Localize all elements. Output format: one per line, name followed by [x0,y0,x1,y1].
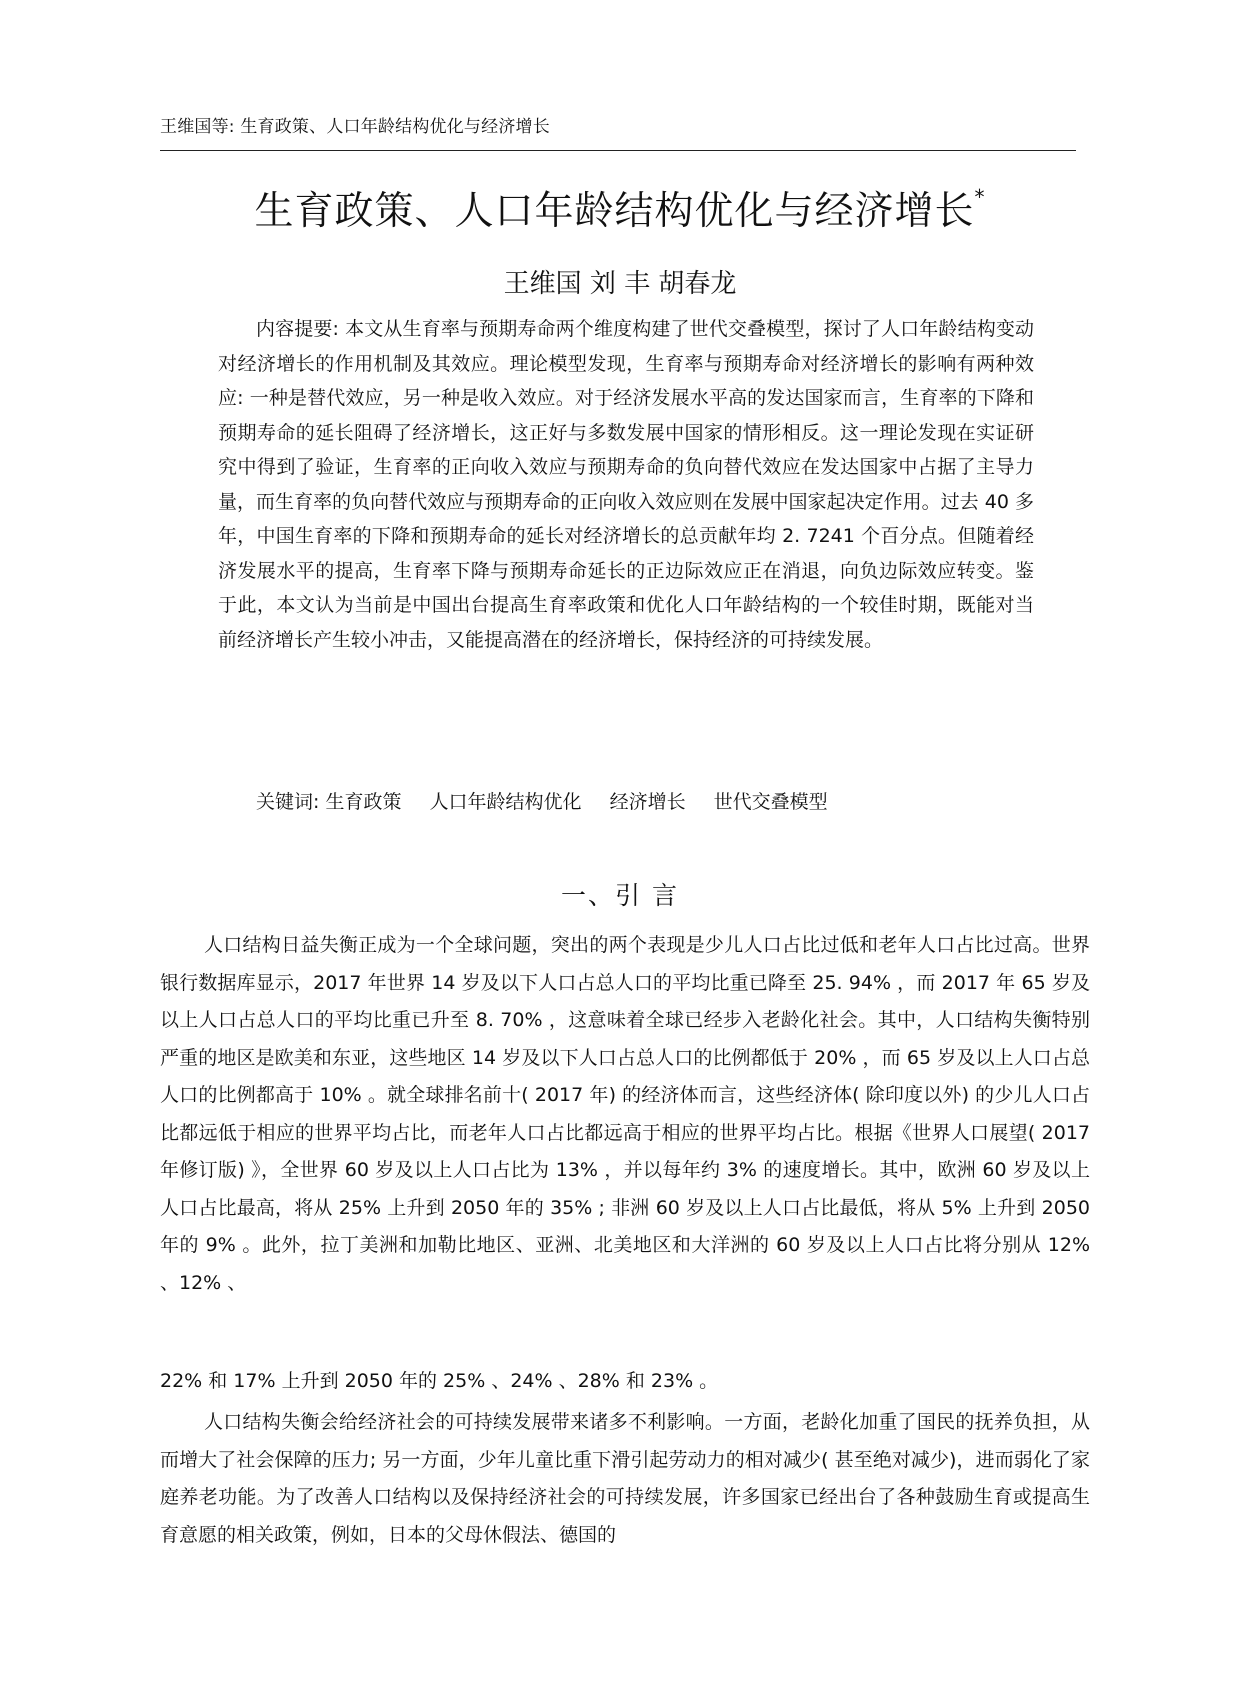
article-authors: 王维国 刘 丰 胡春龙 [503,269,737,299]
article-title [0,180,1240,236]
keyword-item: 世代交叠模型 [713,791,828,813]
keywords [256,786,850,818]
section-heading: 一、引 言 [561,881,679,910]
header-divider [160,150,1076,151]
keyword-item: 生育政策 [325,791,402,813]
article-title-text: 生育政策、人口年龄结构优化与经济增长 [254,189,975,234]
body-paragraph-continuation: 22% 和 17% 上升到 2050 年的 25% 、24% 、28% 和 23% 。 [160,1370,719,1392]
running-head: 王维国等: 生育政策、人口年龄结构优化与经济增长 [160,117,550,137]
keyword-item: 人口年龄结构优化 [429,791,582,813]
keywords-label: 关键词: [256,791,320,813]
abstract: 内容提要: 本文从生育率与预期寿命两个维度构建了世代交叠模型，探讨了人口年龄结构变动对经济增长的作用机制及其效应。理论模型发现，生育率与预期寿命对经济增长的影响有两种效应: 一种是替代效应，另一种是收入效应。对于经济发展水平高的发达国家而言，生育率的下降和预期寿命的延长阻碍了经济增长，这正好与多数发展中国家的情形相反。这一理论发现在实证研究中得到了验证，生育率的正向收入效应与预期寿命的负向替代效应在发达国家中占据了主导力量，而生育率的负向替代效应与预期寿命的正向收入效应则在发展中国家起决定作用。过去 40 多年，中国生育率的下降和预期寿命的延长对经济增长的总贡献年均 2. 7241 个百分点。但随着经济发展水平的提高，生育率下降与预期寿命延长的正边际效应正在消退，向负边际效应转变。鉴于此，本文认为当前是中国出台提高生育率政策和优化人口年龄结构的一个较佳时期，既能对当前经济增长产生较小冲击，又能提高潜在的经济增长，保持经济的可持续发展。 [218,318,1034,651]
body-paragraph: 人口结构日益失衡正成为一个全球问题，突出的两个表现是少儿人口占比过低和老年人口占比过高。世界银行数据库显示，2017 年世界 14 岁及以下人口占总人口的平均比重已降至 25. 94% ，而 2017 年 65 岁及以上人口占总人口的平均比重已升至 8. 70% ，这意味着全球已经步入老龄化社会。其中，人口结构失衡特别严重的地区是欧美和东亚，这些地区 14 岁及以下人口占总人口的比例都低于 20% ，而 65 岁及以上人口占总人口的比例都高于 10% 。就全球排名前十( 2017 年) 的经济体而言，这些经济体( 除印度以外) 的少儿人口占比都远低于相应的世界平均占比，而老年人口占比都远高于相应的世界平均占比。根据《世界人口展望( 2017 年修订版) 》，全世界 60 岁及以上人口占比为 13% ，并以每年约 3% 的速度增长。其中，欧洲 60 岁及以上人口占比最高，将从 25% 上升到 2050 年的 35% ; 非洲 60 岁及以上人口占比最低，将从 5% 上升到 2050 年的 9% 。此外，拉丁美洲和加勒比地区、亚洲、北美地区和大洋洲的 60 岁及以上人口占比将分别从 12% 、12% 、 [160,934,1090,1294]
keyword-item: 经济增长 [609,791,686,813]
title-footnote-mark: * [974,185,986,209]
body-paragraph: 人口结构失衡会给经济社会的可持续发展带来诸多不利影响。一方面，老龄化加重了国民的抚养负担，从而增大了社会保障的压力; 另一方面，少年儿童比重下滑引起劳动力的相对减少( 甚至绝对减少)，进而弱化了家庭养老功能。为了改善人口结构以及保持经济社会的可持续发展，许多国家已经出台了各种鼓励生育或提高生育意愿的相关政策，例如，日本的父母休假法、德国的 [160,1411,1090,1546]
